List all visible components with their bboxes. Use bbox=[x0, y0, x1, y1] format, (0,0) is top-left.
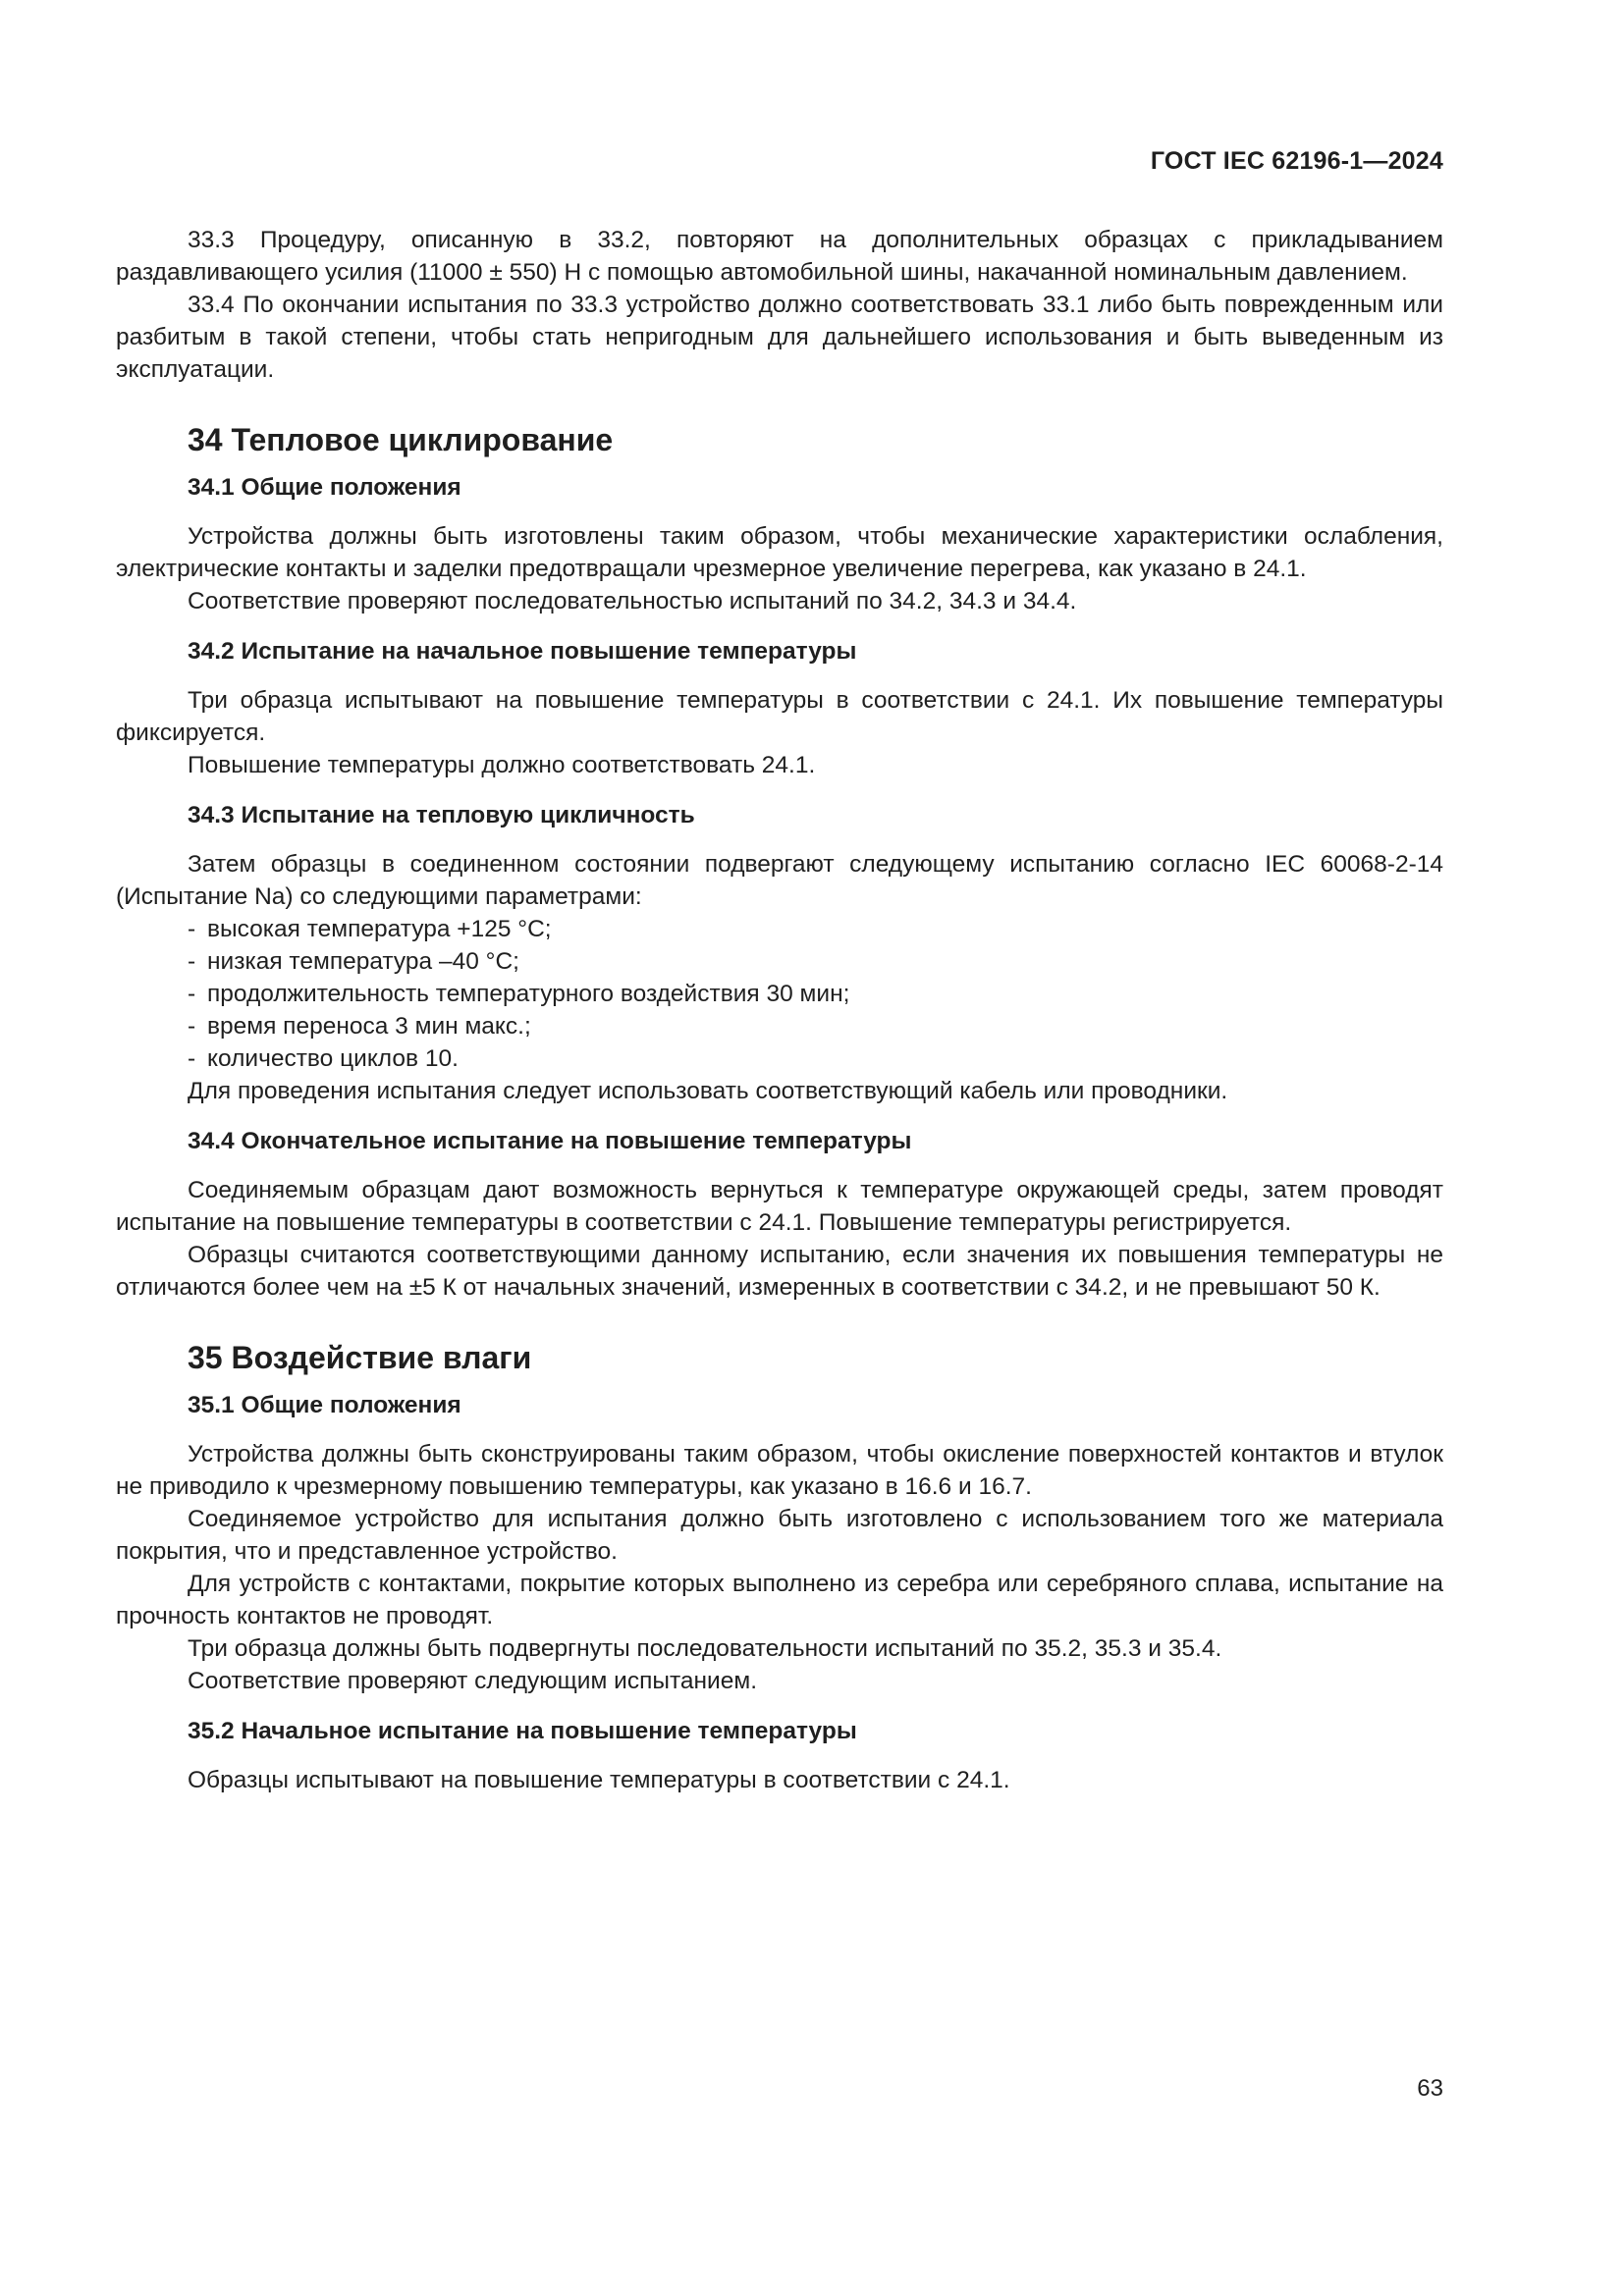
paragraph-35-1-a: Устройства должны быть сконструированы таким образом, чтобы окисление поверхностей контактов и втулок не приводило к чрезмерному повышению температуры, как указано в 16.6 и 16.7. bbox=[116, 1441, 1443, 1500]
paragraph-35-2-a: Образцы испытывают на повышение температуры в соответствии с 24.1. bbox=[188, 1767, 1010, 1793]
subsection-34-4-heading: 34.4 Окончательное испытание на повышение температуры bbox=[188, 1128, 912, 1154]
subsection-34-1-heading: 34.1 Общие положения bbox=[188, 474, 461, 501]
paragraph-34-1-b: Соответствие проверяют последовательностью испытаний по 34.2, 34.3 и 34.4. bbox=[188, 588, 1077, 614]
paragraph-34-4-b: Образцы считаются соответствующими данному испытанию, если значения их повышения температуры не отличаются более чем на ±5 К от начальных значений, измеренных в соответствии с 34.2, и не превышают 50 К. bbox=[116, 1242, 1443, 1301]
subsection-34-3-heading: 34.3 Испытание на тепловую цикличность bbox=[188, 802, 695, 828]
list-item: - низкая температура –40 °С; bbox=[188, 948, 519, 975]
list-item: - высокая температура +125 °С; bbox=[188, 916, 552, 942]
paragraph-34-2-a: Три образца испытывают на повышение температуры в соответствии с 24.1. Их повышение температуры фиксируется. bbox=[116, 687, 1443, 746]
paragraph-34-3-a: Затем образцы в соединенном состоянии подвергают следующему испытанию согласно IEC 60068-2-14 (Испытание Na) со следующими параметрами: bbox=[116, 851, 1443, 910]
paragraph-34-4-a: Соединяемым образцам дают возможность вернуться к температуре окружающей среды, затем проводят испытание на повышение температуры в соответствии с 24.1. Повышение температуры регистрируется. bbox=[116, 1177, 1443, 1236]
section-34-heading: 34 Тепловое циклирование bbox=[188, 422, 614, 457]
list-item: - продолжительность температурного воздействия 30 мин; bbox=[188, 981, 850, 1007]
paragraph-34-3-b: Для проведения испытания следует использовать соответствующий кабель или проводники. bbox=[188, 1078, 1228, 1104]
test-parameters-list bbox=[116, 913, 1443, 1075]
subsection-34-2-heading: 34.2 Испытание на начальное повышение температуры bbox=[188, 638, 857, 665]
paragraph-34-1-a: Устройства должны быть изготовлены таким образом, чтобы механические характеристики ослабления, электрические контакты и заделки предотвращали чрезмерное увеличение перегрева, как указано в 24.1. bbox=[116, 523, 1443, 582]
page-number: 63 bbox=[1417, 2075, 1443, 2102]
subsection-35-2-heading: 35.2 Начальное испытание на повышение температуры bbox=[188, 1718, 857, 1744]
paragraph-35-1-c: Для устройств с контактами, покрытие которых выполнено из серебра или серебряного сплава, испытание на прочность контактов не проводят. bbox=[116, 1571, 1443, 1629]
page-content bbox=[116, 224, 1443, 1796]
subsection-35-1-heading: 35.1 Общие положения bbox=[188, 1392, 461, 1418]
paragraph-34-2-b: Повышение температуры должно соответствовать 24.1. bbox=[188, 752, 816, 778]
paragraph-33-4: 33.4 По окончании испытания по 33.3 устройство должно соответствовать 33.1 либо быть поврежденным или разбитым в такой степени, чтобы стать непригодным для дальнейшего использования и быть выведенным из эксплуатации. bbox=[116, 292, 1443, 383]
section-35-heading: 35 Воздействие влаги bbox=[188, 1340, 532, 1375]
list-item: - количество циклов 10. bbox=[188, 1045, 459, 1072]
paragraph-35-1-d: Три образца должны быть подвергнуты последовательности испытаний по 35.2, 35.3 и 35.4. bbox=[188, 1635, 1222, 1662]
document-code-header: ГОСТ IEC 62196-1—2024 bbox=[1150, 147, 1443, 175]
paragraph-33-3: 33.3 Процедуру, описанную в 33.2, повторяют на дополнительных образцах с прикладыванием раздавливающего усилия (11000 ± 550) Н с помощью автомобильной шины, накачанной номинальным давлением. bbox=[116, 227, 1443, 286]
paragraph-35-1-b: Соединяемое устройство для испытания должно быть изготовлено с использованием того же материала покрытия, что и представленное устройство. bbox=[116, 1506, 1443, 1565]
paragraph-35-1-e: Соответствие проверяют следующим испытанием. bbox=[188, 1668, 758, 1694]
list-item: - время переноса 3 мин макс.; bbox=[188, 1013, 531, 1040]
